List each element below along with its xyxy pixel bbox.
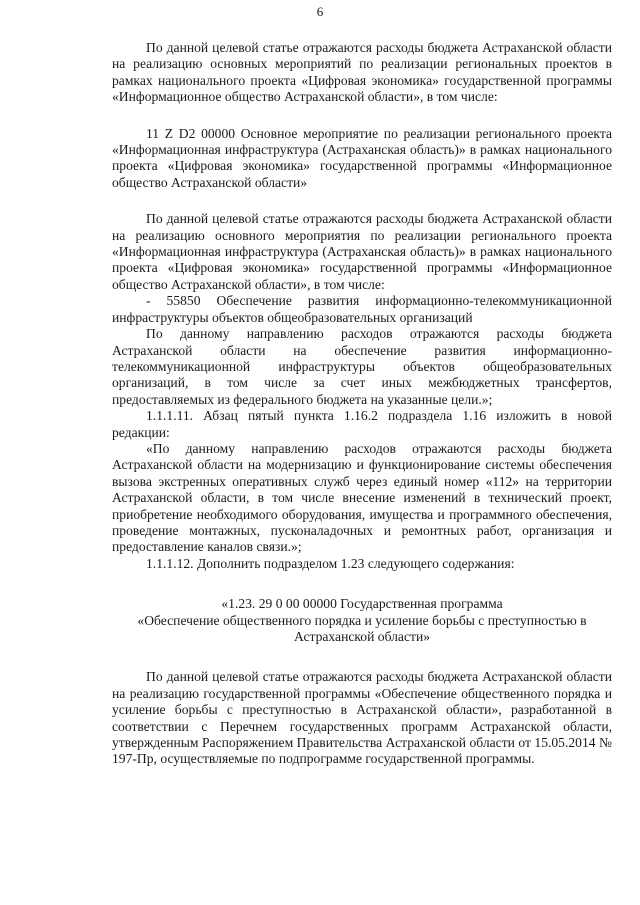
paragraph-1: По данной целевой статье отражаются расходы бюджета Астраханской области на реализацию основных мероприятий по реализации региональных проектов в рамках национального проекта «Цифровая экономика» государственной программы «Информационное общество Астраханской области», в том числе: <box>112 40 612 105</box>
document-body <box>112 40 612 768</box>
page-number: 6 <box>316 4 324 19</box>
subsection-heading-line-1: «1.23. 29 0 00 00000 Государственная программа <box>221 596 503 612</box>
paragraph-6: 1.1.1.11. Абзац пятый пункта 1.16.2 подраздела 1.16 изложить в новой редакции: <box>112 408 612 440</box>
paragraph-3: По данной целевой статье отражаются расходы бюджета Астраханской области на реализацию основного мероприятия по реализации регионального проекта «Информационная инфраструктура (Астраханская область)» в рамках национального проекта «Цифровая экономика» государственной программы «Информационное общество Астраханской области», в том числе: <box>112 211 612 292</box>
paragraph-4: - 55850 Обеспечение развития информационно-телекоммуникационной инфраструктуры объектов общеобразовательных организаций <box>112 293 612 325</box>
paragraph-7: «По данному направлению расходов отражаются расходы бюджета Астраханской области на модернизацию и функционирование системы обеспечения вызова экстренных оперативных служб через единый номер «112» на территории Астраханской области, в том числе внесение изменений в технический проект, приобретение необходимого оборудования, имущества и программного обеспечения, проведение монтажных, пусконаладочных и ремонтных работ, организация и предоставление каналов связи.»; <box>112 440 612 555</box>
paragraph-9: По данной целевой статье отражаются расходы бюджета Астраханской области на реализацию государственной программы «Обеспечение общественного порядка и усиление борьбы с преступностью в Астраханской области», разработанной в соответствии с Перечнем государственных программ Астраханской области, утвержденным Распоряжением Правительства Астраханской области от 15.05.2014 № 197-Пр, осуществляемые по подпрограмме государственной программы. <box>112 669 612 767</box>
paragraph-8: 1.1.1.12. Дополнить подразделом 1.23 следующего содержания: <box>146 555 515 571</box>
subsection-heading-line-2: «Обеспечение общественного порядка и усиление борьбы с преступностью в Астраханской области» <box>137 612 587 644</box>
paragraph-5: По данному направлению расходов отражаются расходы бюджета Астраханской области на обеспечение развития информационно-телекоммуникационной инфраструктуры объектов общеобразовательных организаций, в том числе за счет иных межбюджетных трансфертов, предоставляемых из федерального бюджета на указанные цели.»; <box>112 326 612 407</box>
paragraph-2: 11 Z D2 00000 Основное мероприятие по реализации регионального проекта «Информационная инфраструктура (Астраханская область)» в рамках национального проекта «Цифровая экономика» государственной программы «Информационное общество Астраханской области» <box>112 125 612 190</box>
